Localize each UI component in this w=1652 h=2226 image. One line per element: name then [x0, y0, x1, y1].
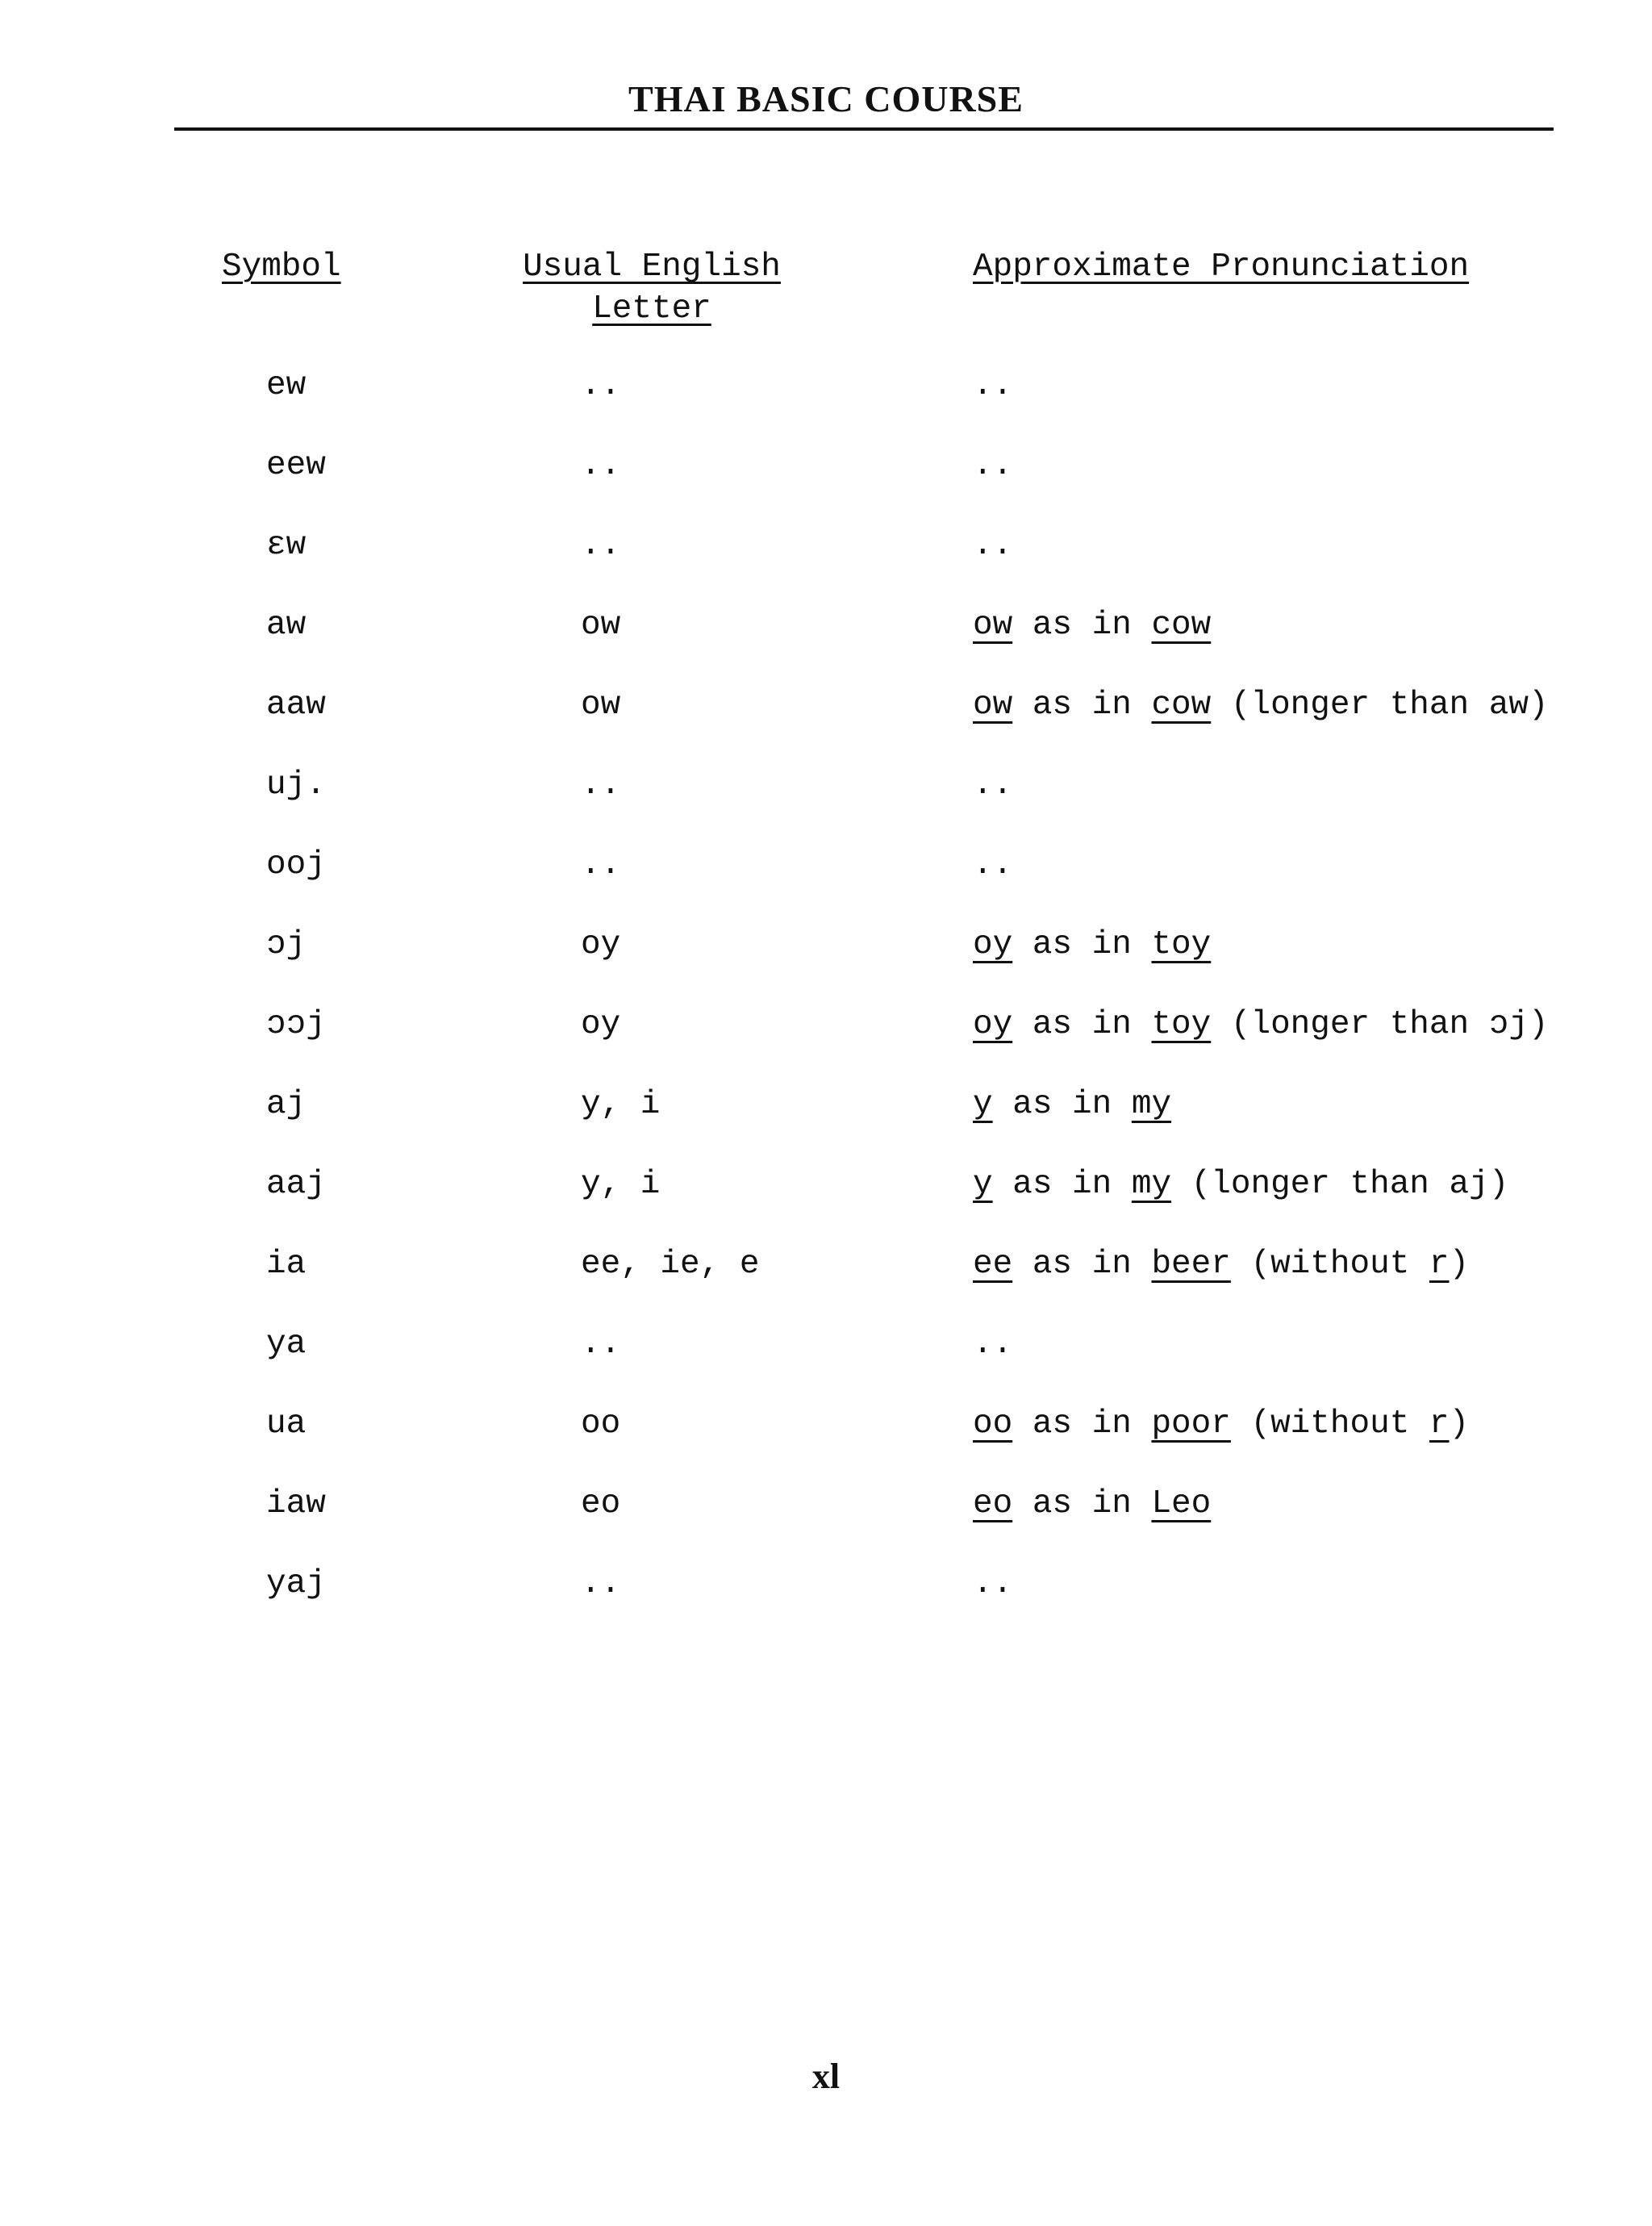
column-header-pronunciation-label: Approximate Pronunciation — [973, 248, 1470, 286]
pronunciation-segment: .. — [973, 846, 1013, 883]
column-header-english-line2: Letter — [592, 290, 711, 328]
pronunciation-cell — [973, 521, 1012, 570]
pronunciation-cell — [973, 1400, 1469, 1448]
pronunciation-underlined-segment: y — [973, 1086, 993, 1123]
pronunciation-underlined-segment: toy — [1151, 1006, 1212, 1043]
pronunciation-underlined-segment: my — [1131, 1086, 1172, 1123]
table-row — [0, 1560, 1652, 1639]
pronunciation-segment: .. — [973, 367, 1013, 404]
pronunciation-segment: .. — [973, 1326, 1013, 1363]
pronunciation-cell — [973, 1480, 1211, 1528]
pronunciation-underlined-segment: oo — [973, 1405, 1013, 1443]
pronunciation-segment: ) — [1449, 1246, 1470, 1283]
table-row — [0, 761, 1652, 841]
pronunciation-cell — [973, 441, 1012, 490]
pronunciation-underlined-segment: cow — [1151, 607, 1212, 644]
pronunciation-cell — [973, 761, 1012, 809]
pronunciation-cell — [973, 1080, 1171, 1129]
pronunciation-underlined-segment: oy — [973, 926, 1013, 963]
english-letter-cell: .. — [581, 447, 621, 484]
english-letter-cell: y, i — [581, 1086, 661, 1123]
symbol-cell: eew — [266, 447, 326, 484]
pronunciation-underlined-segment: ow — [973, 607, 1013, 644]
pronunciation-segment: (longer than aw) — [1211, 687, 1549, 724]
pronunciation-underlined-segment: ow — [973, 687, 1013, 724]
pronunciation-segment: .. — [973, 447, 1013, 484]
english-letter-cell: .. — [581, 1326, 621, 1363]
symbol-cell: ɔɔj — [266, 1006, 326, 1043]
column-header-symbol — [222, 246, 341, 288]
symbol-cell: aaj — [266, 1166, 326, 1203]
pronunciation-cell — [973, 1160, 1508, 1209]
pronunciation-segment: (without — [1230, 1405, 1429, 1443]
symbol-cell: ya — [266, 1326, 307, 1363]
symbol-cell: ooj — [266, 846, 326, 883]
table-row — [0, 681, 1652, 761]
pronunciation-underlined-segment: r — [1429, 1405, 1450, 1443]
table-row — [0, 1320, 1652, 1400]
pronunciation-segment: ) — [1449, 1405, 1470, 1443]
pronunciation-segment: .. — [973, 766, 1013, 804]
pronunciation-segment: as in — [1012, 687, 1152, 724]
pronunciation-underlined-segment: Leo — [1151, 1485, 1212, 1522]
symbol-cell: ɔj — [266, 926, 307, 963]
pronunciation-segment: as in — [1012, 1485, 1152, 1522]
english-letter-cell: ow — [581, 687, 621, 724]
english-letter-cell: .. — [581, 846, 621, 883]
pronunciation-underlined-segment: my — [1131, 1166, 1172, 1203]
pronunciation-underlined-segment: eo — [973, 1485, 1013, 1522]
table-row — [0, 1480, 1652, 1560]
header-rule — [174, 127, 1554, 131]
english-letter-cell: oy — [581, 926, 621, 963]
english-letter-cell: oo — [581, 1405, 621, 1443]
pronunciation-cell — [973, 921, 1211, 969]
pronunciation-segment: (longer than aj) — [1171, 1166, 1509, 1203]
pronunciation-underlined-segment: ee — [973, 1246, 1013, 1283]
pronunciation-segment: (longer than ɔj) — [1211, 1006, 1549, 1043]
table-row — [0, 1080, 1652, 1160]
pronunciation-segment: as in — [1012, 1006, 1152, 1043]
table-row — [0, 521, 1652, 601]
english-letter-cell: y, i — [581, 1166, 661, 1203]
english-letter-cell: eo — [581, 1485, 621, 1522]
pronunciation-segment: as in — [1012, 607, 1152, 644]
table-row — [0, 1160, 1652, 1240]
pronunciation-cell — [973, 1320, 1012, 1368]
symbol-cell: iaw — [266, 1485, 326, 1522]
english-letter-cell: ow — [581, 607, 621, 644]
pronunciation-segment: as in — [1012, 926, 1152, 963]
pronunciation-segment: as in — [992, 1086, 1132, 1123]
table-row — [0, 601, 1652, 681]
symbol-cell: yaj — [266, 1565, 326, 1602]
symbol-cell: ua — [266, 1405, 307, 1443]
pronunciation-cell — [973, 1560, 1012, 1608]
english-letter-cell: ee, ie, e — [581, 1246, 760, 1283]
column-header-english-line1: Usual English — [523, 248, 781, 286]
symbol-cell: ew — [266, 367, 307, 404]
pronunciation-underlined-segment: y — [973, 1166, 993, 1203]
column-header-english-letter — [515, 246, 789, 330]
table-row — [0, 1240, 1652, 1320]
pronunciation-underlined-segment: toy — [1151, 926, 1212, 963]
english-letter-cell: oy — [581, 1006, 621, 1043]
english-letter-cell: .. — [581, 367, 621, 404]
pronunciation-cell — [973, 681, 1549, 729]
pronunciation-cell — [973, 1240, 1469, 1288]
pronunciation-segment: .. — [973, 527, 1013, 564]
table-row — [0, 1000, 1652, 1080]
table-row — [0, 441, 1652, 521]
english-letter-cell: .. — [581, 1565, 621, 1602]
pronunciation-segment: .. — [973, 1565, 1013, 1602]
pronunciation-cell — [973, 361, 1012, 410]
pronunciation-cell — [973, 841, 1012, 889]
symbol-cell: ɛw — [266, 527, 307, 564]
english-letter-cell: .. — [581, 527, 621, 564]
pronunciation-underlined-segment: r — [1429, 1246, 1450, 1283]
pronunciation-underlined-segment: cow — [1151, 687, 1212, 724]
pronunciation-cell — [973, 1000, 1549, 1049]
pronunciation-segment: as in — [992, 1166, 1132, 1203]
vowel-table — [0, 361, 1652, 1639]
page-header-title: THAI BASIC COURSE — [628, 78, 1024, 119]
page-number: xl — [811, 2057, 841, 2096]
symbol-cell: aaw — [266, 687, 326, 724]
table-row — [0, 361, 1652, 441]
column-header-symbol-label: Symbol — [222, 248, 341, 286]
pronunciation-segment: (without — [1230, 1246, 1429, 1283]
pronunciation-underlined-segment: poor — [1151, 1405, 1231, 1443]
pronunciation-underlined-segment: oy — [973, 1006, 1013, 1043]
symbol-cell: aw — [266, 607, 307, 644]
table-row — [0, 921, 1652, 1000]
pronunciation-segment: as in — [1012, 1405, 1152, 1443]
english-letter-cell: .. — [581, 766, 621, 804]
table-row — [0, 1400, 1652, 1480]
table-row — [0, 841, 1652, 921]
symbol-cell: aj — [266, 1086, 307, 1123]
pronunciation-cell — [973, 601, 1211, 649]
column-header-pronunciation — [973, 246, 1469, 288]
symbol-cell: ia — [266, 1246, 307, 1283]
symbol-cell: uj. — [266, 766, 326, 804]
pronunciation-segment: as in — [1012, 1246, 1152, 1283]
pronunciation-underlined-segment: beer — [1151, 1246, 1231, 1283]
